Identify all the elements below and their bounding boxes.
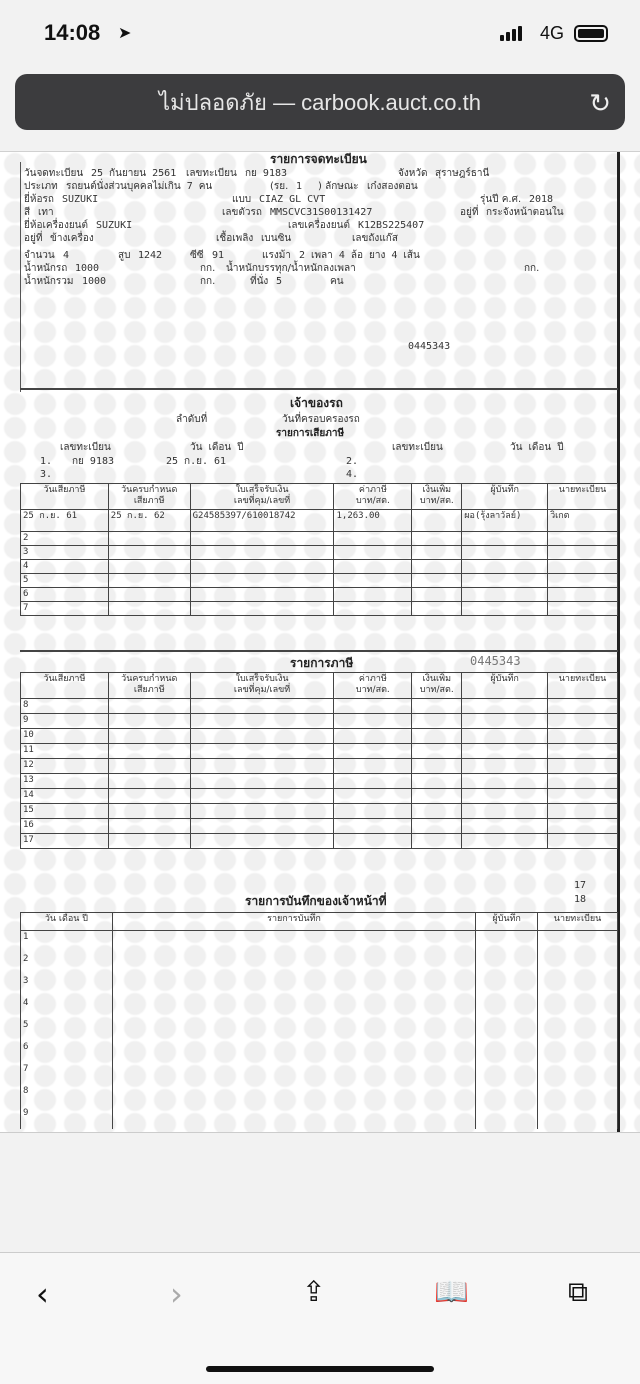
table-row xyxy=(21,975,618,997)
owner-title: เจ้าของรถ xyxy=(290,396,343,410)
table-row xyxy=(21,1041,618,1063)
field-label: วันจดทะเบียน xyxy=(24,168,84,179)
table-row xyxy=(21,1063,618,1085)
table-cell xyxy=(548,560,618,574)
column-header: นายทะเบียน xyxy=(548,673,618,699)
table-cell xyxy=(334,546,412,560)
field-label: อยู่ที่ xyxy=(460,207,479,218)
table-cell xyxy=(112,1019,475,1041)
table-cell xyxy=(412,546,462,560)
field-value: 2018 xyxy=(529,194,554,205)
table-cell xyxy=(108,546,190,560)
col-date: วัน เดือน ปี xyxy=(190,442,244,453)
table-cell xyxy=(334,714,412,729)
table-cell xyxy=(190,560,334,574)
table-cell xyxy=(476,997,538,1019)
table-cell xyxy=(412,714,462,729)
table-cell xyxy=(538,975,618,997)
divider xyxy=(20,650,618,652)
table-cell: 9 xyxy=(21,1107,113,1129)
table-cell xyxy=(190,789,334,804)
table-cell: 14 xyxy=(21,789,109,804)
table-cell xyxy=(462,729,548,744)
field-label: จำนวน xyxy=(24,250,55,261)
field-value: 4 xyxy=(63,250,70,261)
table-row xyxy=(21,1085,618,1107)
field-label: เลขเครื่องยนต์ xyxy=(288,220,350,231)
table-cell: 6 xyxy=(21,588,109,602)
column-header: วัน เดือน ปี xyxy=(21,913,113,931)
home-indicator xyxy=(206,1366,434,1372)
address-bar[interactable] xyxy=(15,74,625,130)
column-header: ใบเสร็จรับเงิน เลขที่คุม/เลขที่ xyxy=(190,484,334,510)
field-label: (รย. xyxy=(270,181,289,192)
table-cell xyxy=(412,588,462,602)
field-label: แรงม้า xyxy=(262,250,291,261)
table-cell xyxy=(462,560,548,574)
table-row xyxy=(21,931,618,953)
field-label: คน xyxy=(330,276,344,287)
column-header: ผู้บันทึก xyxy=(476,913,538,931)
table-cell xyxy=(190,588,334,602)
table-cell xyxy=(462,602,548,616)
table-cell xyxy=(412,699,462,714)
table-row xyxy=(21,953,618,975)
field-label: ยี่ห้อรถ xyxy=(24,194,54,205)
row-number: 17 xyxy=(574,880,587,891)
table-cell: 25 ก.ย. 61 xyxy=(21,510,109,532)
table-cell xyxy=(334,729,412,744)
left-border xyxy=(20,162,21,392)
column-header: วันเสียภาษี xyxy=(21,673,109,699)
table-cell: 7 xyxy=(21,1063,113,1085)
table-cell xyxy=(108,759,190,774)
table-cell xyxy=(462,774,548,789)
table-cell xyxy=(538,1085,618,1107)
table-cell xyxy=(412,774,462,789)
table-cell: 5 xyxy=(21,1019,113,1041)
column-header: ค่าภาษี บาท/สต. xyxy=(334,484,412,510)
col-date-2: วัน เดือน ปี xyxy=(510,442,564,453)
field-value: 1242 xyxy=(138,250,163,261)
field-label: จังหวัด xyxy=(398,168,428,179)
table-cell xyxy=(538,1041,618,1063)
table-cell xyxy=(108,714,190,729)
table-cell xyxy=(108,804,190,819)
serial-number: 0445343 xyxy=(470,654,521,668)
table-cell: 2 xyxy=(21,953,113,975)
table-cell: 17 xyxy=(21,834,109,849)
tabs-icon[interactable]: ⧉ xyxy=(568,1275,588,1308)
column-header: ค่าภาษี บาท/สต. xyxy=(334,673,412,699)
field-label: แบบ xyxy=(232,194,252,205)
table-cell: 2 xyxy=(21,532,109,546)
table-cell xyxy=(108,774,190,789)
field-label: น้ำหนักบรรทุก/น้ำหนักลงเพลา xyxy=(226,263,356,274)
table-cell xyxy=(462,744,548,759)
location-arrow-icon: ➤ xyxy=(118,23,132,42)
order-label: ลำดับที่ xyxy=(176,414,208,425)
column-header: ผู้บันทึก xyxy=(462,484,548,510)
owner-no: 3. xyxy=(40,469,53,480)
page-background xyxy=(0,1132,640,1252)
table-cell: 1 xyxy=(21,931,113,953)
field-value: 5 xyxy=(276,276,283,287)
table-cell xyxy=(334,699,412,714)
table-cell xyxy=(548,774,618,789)
table-cell xyxy=(412,804,462,819)
table-row xyxy=(21,510,618,532)
table-cell xyxy=(112,975,475,997)
table-cell: 6 xyxy=(21,1041,113,1063)
status-bar xyxy=(0,0,640,64)
field-label: อยู่ที่ xyxy=(24,233,43,244)
table-cell xyxy=(412,510,462,532)
table-cell: 1,263.00 xyxy=(334,510,412,532)
signal-icon xyxy=(500,26,522,41)
table-cell xyxy=(334,560,412,574)
table-cell xyxy=(548,588,618,602)
network-type: 4G xyxy=(539,23,564,43)
table-cell: 4 xyxy=(21,997,113,1019)
table-cell: 13 xyxy=(21,774,109,789)
table-cell xyxy=(462,532,548,546)
row-number: 18 xyxy=(574,894,587,905)
table-row xyxy=(21,699,618,714)
owner-no: 4. xyxy=(346,469,359,480)
table-cell xyxy=(462,819,548,834)
field-label: น้ำหนักรถ xyxy=(24,263,68,274)
table-cell xyxy=(548,804,618,819)
table-row xyxy=(21,1019,618,1041)
table-cell xyxy=(334,532,412,546)
table-cell xyxy=(412,789,462,804)
table-cell xyxy=(112,1085,475,1107)
column-header: วันครบกำหนด เสียภาษี xyxy=(108,484,190,510)
field-value: 1000 xyxy=(75,263,100,274)
table-cell xyxy=(548,834,618,849)
table-cell xyxy=(108,699,190,714)
table-cell xyxy=(190,699,334,714)
table-cell xyxy=(108,532,190,546)
table-cell xyxy=(548,699,618,714)
table-cell xyxy=(476,953,538,975)
field-label: ยี่ห้อเครื่องยนต์ xyxy=(24,220,89,231)
table-cell xyxy=(548,714,618,729)
table-cell xyxy=(190,759,334,774)
table-row xyxy=(21,729,618,744)
field-value: กย 9183 xyxy=(245,168,288,179)
field-label: เลขทะเบียน xyxy=(186,168,237,179)
reload-icon[interactable]: ↻ xyxy=(589,88,611,118)
table-cell: วิเกต xyxy=(548,510,618,532)
table-cell xyxy=(334,759,412,774)
table-cell xyxy=(462,804,548,819)
table-cell xyxy=(190,546,334,560)
table-row xyxy=(21,819,618,834)
table-cell xyxy=(412,574,462,588)
field-value: K12BS225407 xyxy=(358,220,425,231)
table-cell xyxy=(476,1107,538,1129)
table-cell xyxy=(538,997,618,1019)
field-value: สุราษฎร์ธานี xyxy=(435,168,490,179)
column-header: เงินเพิ่ม บาท/สต. xyxy=(412,673,462,699)
field-label: น้ำหนักรวม xyxy=(24,276,74,287)
table-cell xyxy=(412,819,462,834)
table-row xyxy=(21,574,618,588)
table-cell xyxy=(476,1041,538,1063)
table-cell xyxy=(108,588,190,602)
table-cell xyxy=(334,804,412,819)
table-cell xyxy=(190,744,334,759)
table-row xyxy=(21,774,618,789)
officer-title: รายการบันทึกของเจ้าหน้าที่ xyxy=(245,894,387,908)
table-cell xyxy=(548,744,618,759)
table-cell xyxy=(112,953,475,975)
table-cell xyxy=(548,602,618,616)
table-cell: 25 ก.ย. 62 xyxy=(108,510,190,532)
column-header: นายทะเบียน xyxy=(548,484,618,510)
table-cell xyxy=(462,546,548,560)
field-label: ) ลักษณะ xyxy=(318,181,359,192)
table-row xyxy=(21,714,618,729)
officer-table xyxy=(20,912,618,1129)
field-value: MMSCVC31S00131427 xyxy=(270,207,373,218)
field-value: 2 เพลา 4 ล้อ ยาง 4 เส้น xyxy=(299,250,420,261)
divider xyxy=(20,388,618,390)
table-cell: 7 xyxy=(21,602,109,616)
table-cell: 11 xyxy=(21,744,109,759)
table-cell xyxy=(190,774,334,789)
field-label: สี xyxy=(24,207,31,218)
field-label: เลขตัวรถ xyxy=(222,207,262,218)
field-value: ข้างเครื่อง xyxy=(50,233,94,244)
table-row xyxy=(21,588,618,602)
table-cell: 4 xyxy=(21,560,109,574)
field-value: SUZUKI xyxy=(62,194,99,205)
registration-document-scan xyxy=(0,152,640,1132)
serial-number: 0445343 xyxy=(408,341,451,352)
table-cell xyxy=(476,1019,538,1041)
table-cell xyxy=(462,789,548,804)
table-cell xyxy=(412,744,462,759)
table-cell xyxy=(538,931,618,953)
table-cell: 15 xyxy=(21,804,109,819)
table-cell xyxy=(412,602,462,616)
table-row xyxy=(21,1107,618,1129)
owner-no: 1. xyxy=(40,456,53,467)
column-header: นายทะเบียน xyxy=(538,913,618,931)
owner-date: 25 ก.ย. 61 xyxy=(166,456,227,467)
table-cell xyxy=(548,574,618,588)
field-label: กก. xyxy=(524,263,540,274)
tax-table-2 xyxy=(20,672,618,849)
field-label: รุ่นปี ค.ศ. xyxy=(480,194,522,205)
table-cell xyxy=(190,819,334,834)
owner-no: 2. xyxy=(346,456,359,467)
tax-list-title: รายการเสียภาษี xyxy=(276,428,345,439)
field-value: เบนซิน xyxy=(261,233,292,244)
table-cell xyxy=(476,1063,538,1085)
table-row xyxy=(21,546,618,560)
table-row xyxy=(21,997,618,1019)
possession-date-label: วันที่ครอบครองรถ xyxy=(282,414,360,425)
registration-title: รายการจดทะเบียน xyxy=(270,152,367,166)
table-row xyxy=(21,759,618,774)
back-icon[interactable]: ‹ xyxy=(36,1275,49,1313)
table-cell xyxy=(190,532,334,546)
table-cell xyxy=(190,714,334,729)
table-cell xyxy=(476,931,538,953)
column-header: รายการบันทึก xyxy=(112,913,475,931)
column-header: ใบเสร็จรับเงิน เลขที่คุม/เลขที่ xyxy=(190,673,334,699)
field-label: ที่นั่ง xyxy=(250,276,269,287)
table-cell xyxy=(108,819,190,834)
table-cell xyxy=(112,1063,475,1085)
table-cell xyxy=(538,953,618,975)
browser-toolbar xyxy=(0,1252,640,1384)
column-header: วันครบกำหนด เสียภาษี xyxy=(108,673,190,699)
table-cell xyxy=(548,759,618,774)
table-cell xyxy=(476,975,538,997)
table-cell xyxy=(412,834,462,849)
table-cell: 10 xyxy=(21,729,109,744)
table-cell xyxy=(538,1107,618,1129)
field-label: สูบ xyxy=(118,250,131,261)
table-cell xyxy=(462,574,548,588)
table-cell xyxy=(108,789,190,804)
table-row xyxy=(21,834,618,849)
field-value: รถยนต์นั่งส่วนบุคคลไม่เกิน 7 คน xyxy=(66,181,213,192)
table-cell: 5 xyxy=(21,574,109,588)
table-cell: 9 xyxy=(21,714,109,729)
table-cell xyxy=(476,1085,538,1107)
table-cell xyxy=(548,546,618,560)
table-cell: 8 xyxy=(21,1085,113,1107)
table-cell xyxy=(462,834,548,849)
col-plate: เลขทะเบียน xyxy=(60,442,111,453)
table-cell xyxy=(112,997,475,1019)
table-cell xyxy=(462,588,548,602)
column-header: วันเสียภาษี xyxy=(21,484,109,510)
table-cell xyxy=(108,834,190,849)
table-cell xyxy=(190,804,334,819)
url-text: ไม่ปลอดภัย — carbook.auct.co.th xyxy=(159,89,481,115)
table-cell xyxy=(548,789,618,804)
table-row xyxy=(21,532,618,546)
field-value: เก๋งสองตอน xyxy=(367,181,418,192)
table-cell xyxy=(412,560,462,574)
table-cell xyxy=(548,819,618,834)
table-row xyxy=(21,789,618,804)
field-value: SUZUKI xyxy=(96,220,133,231)
table-cell xyxy=(108,574,190,588)
table-cell xyxy=(334,789,412,804)
table-cell xyxy=(108,744,190,759)
field-label: ซีซี xyxy=(190,250,204,261)
table-cell xyxy=(334,774,412,789)
table-cell xyxy=(462,759,548,774)
column-header: ผู้บันทึก xyxy=(462,673,548,699)
field-value: 91 xyxy=(212,250,225,261)
table-cell xyxy=(412,759,462,774)
clock: 14:08 xyxy=(44,20,101,45)
field-value: 1 xyxy=(296,181,303,192)
table-cell xyxy=(548,729,618,744)
table-cell xyxy=(538,1063,618,1085)
table-cell: 16 xyxy=(21,819,109,834)
table-cell xyxy=(190,834,334,849)
table-cell xyxy=(334,834,412,849)
table-cell xyxy=(112,931,475,953)
tax-section-title: รายการภาษี xyxy=(290,656,354,670)
owner-plate: กย 9183 xyxy=(72,456,115,467)
table-cell: 8 xyxy=(21,699,109,714)
table-cell xyxy=(190,602,334,616)
address-bar-area xyxy=(0,64,640,152)
table-cell xyxy=(548,532,618,546)
column-header: เงินเพิ่ม บาท/สต. xyxy=(412,484,462,510)
table-cell xyxy=(334,588,412,602)
bookmarks-icon[interactable]: 📖 xyxy=(434,1275,469,1308)
field-label: กก. xyxy=(200,263,216,274)
table-cell xyxy=(334,744,412,759)
field-value: 25 กันยายน 2561 xyxy=(91,168,177,179)
table-cell xyxy=(538,1019,618,1041)
field-label: เชื้อเพลิง xyxy=(216,233,254,244)
col-plate-2: เลขทะเบียน xyxy=(392,442,443,453)
field-value: 1000 xyxy=(82,276,107,287)
field-value: CIAZ GL CVT xyxy=(259,194,326,205)
table-row xyxy=(21,804,618,819)
battery-icon xyxy=(574,25,608,42)
table-cell xyxy=(190,729,334,744)
field-value: กระจังหน้าตอนใน xyxy=(486,207,564,218)
table-cell: 3 xyxy=(21,975,113,997)
table-cell xyxy=(190,574,334,588)
share-icon[interactable]: ⇪ xyxy=(302,1275,326,1308)
table-cell xyxy=(412,729,462,744)
table-row xyxy=(21,560,618,574)
field-label: เลขถังแก๊ส xyxy=(352,233,398,244)
table-row xyxy=(21,744,618,759)
table-cell xyxy=(112,1041,475,1063)
table-cell: 12 xyxy=(21,759,109,774)
table-cell xyxy=(462,699,548,714)
table-cell xyxy=(108,602,190,616)
table-cell xyxy=(108,560,190,574)
table-cell xyxy=(334,819,412,834)
field-label: ประเภท xyxy=(24,181,58,192)
field-value: เทา xyxy=(38,207,54,218)
table-cell xyxy=(334,602,412,616)
table-cell: G24585397/610018742 xyxy=(190,510,334,532)
table-cell xyxy=(108,729,190,744)
forward-icon[interactable]: › xyxy=(170,1275,183,1313)
table-cell xyxy=(334,574,412,588)
table-row xyxy=(21,602,618,616)
table-cell: ผอ(รุ้งลาวัลย์) xyxy=(462,510,548,532)
table-cell: 3 xyxy=(21,546,109,560)
tax-table-1 xyxy=(20,483,618,616)
field-label: กก. xyxy=(200,276,216,287)
table-cell xyxy=(462,714,548,729)
table-cell xyxy=(112,1107,475,1129)
table-cell xyxy=(412,532,462,546)
